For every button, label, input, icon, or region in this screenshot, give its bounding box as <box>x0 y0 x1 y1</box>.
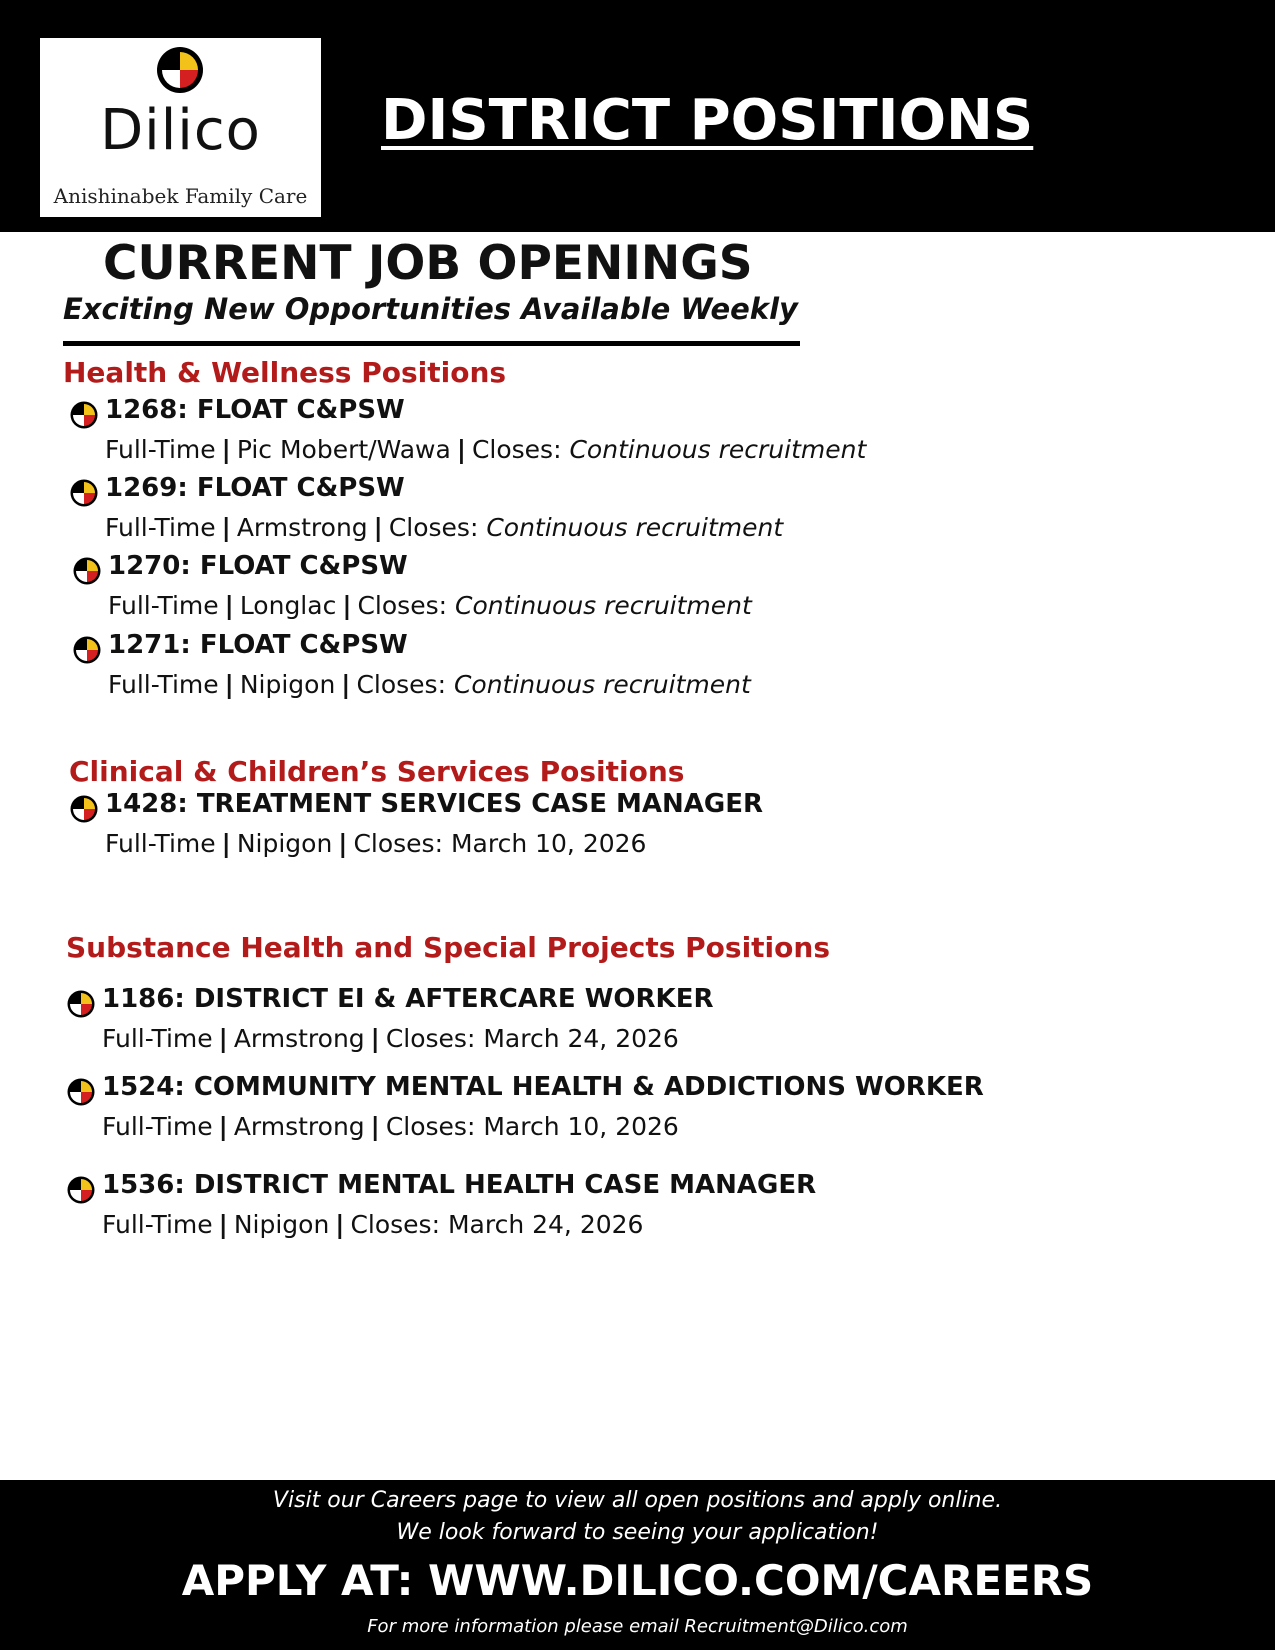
job-location: Longlac <box>239 591 337 620</box>
closes-label: Closes: <box>356 670 446 699</box>
subheading: Exciting New Opportunities Available Weekly <box>63 292 798 326</box>
medicine-wheel-bullet-icon <box>70 795 98 823</box>
footer-application-note: We look forward to seeing your application! <box>396 1520 879 1545</box>
job-details: Full-Time | Longlac | Closes: Continuous recruitment <box>108 591 752 620</box>
footer-careers-note: Visit our Careers page to view all open positions and apply online. <box>272 1488 1003 1513</box>
job-location: Nipigon <box>239 670 336 699</box>
header-band <box>0 0 1275 232</box>
section-title-health-wellness: Health & Wellness Positions <box>63 356 507 389</box>
footer-band <box>0 1480 1275 1650</box>
logo-wordmark: Dilico <box>100 98 261 163</box>
job-details: Full-Time | Nipigon | Closes: Continuous recruitment <box>108 670 751 699</box>
job-details: Full-Time | Nipigon | Closes: March 10, 2026 <box>105 829 647 858</box>
job-location: Nipigon <box>236 829 333 858</box>
job-details: Full-Time | Nipigon | Closes: March 24, 2026 <box>102 1210 644 1239</box>
job-details: Full-Time | Pic Mobert/Wawa | Closes: Continuous recruitment <box>105 435 867 464</box>
job-location: Armstrong <box>236 513 368 542</box>
job-type: Full-Time <box>105 435 216 464</box>
job-title: 1428: TREATMENT SERVICES CASE MANAGER <box>105 789 764 819</box>
job-details: Full-Time | Armstrong | Closes: March 24, 2026 <box>102 1024 679 1053</box>
closing-date: Continuous recruitment <box>486 513 784 542</box>
closes-label: Closes: <box>385 1112 476 1141</box>
job-type: Full-Time <box>108 670 219 699</box>
job-type: Full-Time <box>102 1210 213 1239</box>
medicine-wheel-bullet-icon <box>67 1078 95 1106</box>
job-type: Full-Time <box>102 1024 213 1053</box>
closes-label: Closes: <box>385 1024 476 1053</box>
job-title: 1269: FLOAT C&PSW <box>105 473 405 503</box>
medicine-wheel-bullet-icon <box>67 1176 95 1204</box>
main-heading: CURRENT JOB OPENINGS <box>103 236 753 291</box>
job-type: Full-Time <box>108 591 219 620</box>
closing-date: Continuous recruitment <box>569 435 867 464</box>
closes-label: Closes: <box>350 1210 440 1239</box>
apply-link[interactable]: APPLY AT: WWW.DILICO.COM/CAREERS <box>181 1556 1094 1605</box>
page-title: DISTRICT POSITIONS <box>381 88 1034 153</box>
job-title: 1524: COMMUNITY MENTAL HEALTH & ADDICTIONS WORKER <box>102 1072 984 1102</box>
medicine-wheel-bullet-icon <box>70 401 98 429</box>
section-title-substance-health: Substance Health and Special Projects Positions <box>66 931 830 964</box>
job-location: Nipigon <box>233 1210 330 1239</box>
contact-email-note: For more information please email Recruitment@Dilico.com <box>367 1616 908 1637</box>
medicine-wheel-bullet-icon <box>70 479 98 507</box>
closing-date: Continuous recruitment <box>453 670 751 699</box>
job-location: Pic Mobert/Wawa <box>236 435 451 464</box>
logo-tagline: Anishinabek Family Care <box>53 184 308 208</box>
closes-label: Closes: <box>353 829 443 858</box>
closing-date: March 24, 2026 <box>447 1210 644 1239</box>
job-title: 1270: FLOAT C&PSW <box>108 551 408 581</box>
closes-label: Closes: <box>388 513 479 542</box>
job-title: 1268: FLOAT C&PSW <box>105 395 405 425</box>
medicine-wheel-bullet-icon <box>73 557 101 585</box>
medicine-wheel-bullet-icon <box>67 990 95 1018</box>
job-type: Full-Time <box>105 829 216 858</box>
closing-date: March 24, 2026 <box>483 1024 679 1053</box>
job-title: 1186: DISTRICT EI & AFTERCARE WORKER <box>102 984 714 1014</box>
job-title: 1536: DISTRICT MENTAL HEALTH CASE MANAGER <box>102 1170 817 1200</box>
heading-divider <box>63 341 800 346</box>
job-location: Armstrong <box>233 1112 365 1141</box>
job-type: Full-Time <box>105 513 216 542</box>
medicine-wheel-icon <box>156 46 204 94</box>
closing-date: March 10, 2026 <box>450 829 647 858</box>
section-title-clinical-childrens: Clinical & Children’s Services Positions <box>69 755 685 788</box>
closing-date: March 10, 2026 <box>483 1112 679 1141</box>
closes-label: Closes: <box>471 435 562 464</box>
medicine-wheel-bullet-icon <box>73 636 101 664</box>
job-details: Full-Time | Armstrong | Closes: March 10, 2026 <box>102 1112 679 1141</box>
closing-date: Continuous recruitment <box>454 591 752 620</box>
job-details: Full-Time | Armstrong | Closes: Continuous recruitment <box>105 513 784 542</box>
job-location: Armstrong <box>233 1024 365 1053</box>
job-type: Full-Time <box>102 1112 213 1141</box>
closes-label: Closes: <box>357 591 448 620</box>
logo <box>40 38 321 217</box>
job-title: 1271: FLOAT C&PSW <box>108 630 408 660</box>
